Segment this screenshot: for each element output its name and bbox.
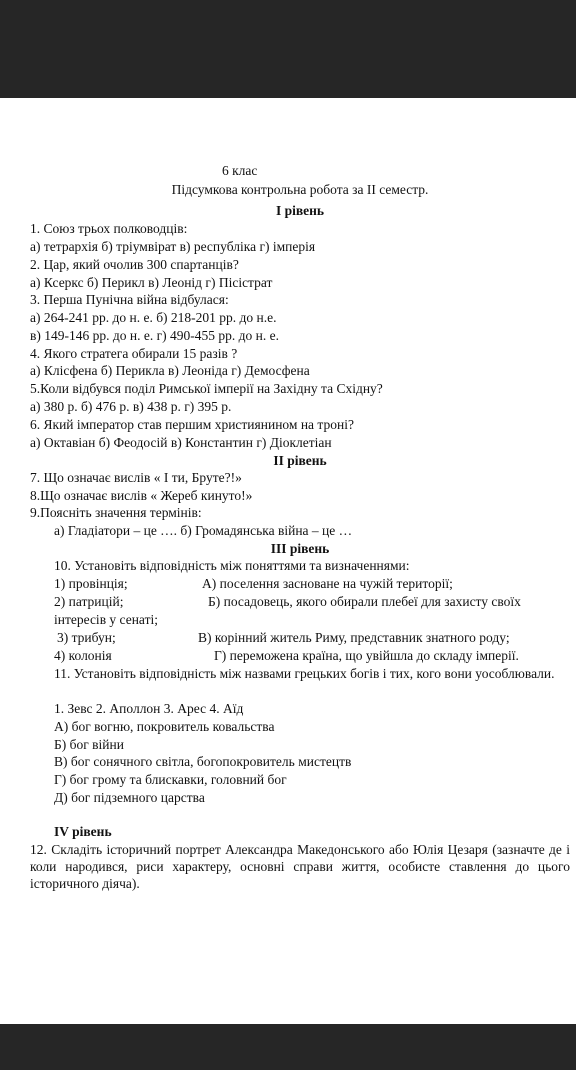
grade-label: 6 клас: [222, 163, 258, 178]
question-8: 8.Що означає вислів « Жереб кинуто!»: [30, 488, 253, 503]
q10-def-c: В) корінний житель Риму, представник знатного роду;: [198, 630, 510, 645]
question-1: 1. Союз трьох полководців:: [30, 221, 188, 236]
q11-option-a: А) бог вогню, покровитель ковальства: [54, 719, 275, 734]
worksheet-title: Підсумкова контрольна робота за ІІ семестр.: [171, 182, 429, 197]
q10-def-b-cont: інтересів у сенаті;: [54, 612, 158, 627]
q10-term-2: 2) патрицій;: [54, 594, 124, 609]
question-3-options-1: а) 264-241 рр. до н. е. б) 218-201 рр. до н.е.: [30, 310, 277, 325]
level-2-heading: ІІ рівень: [273, 453, 327, 468]
q11-option-c: В) бог сонячного світла, богопокровитель мистецтв: [54, 754, 352, 769]
question-11: 11. Установіть відповідність між назвами грецьких богів і тих, кого вони уособлювали.: [54, 666, 555, 681]
level-1-heading: І рівень: [275, 203, 325, 218]
q10-term-4: 4) колонія: [54, 648, 112, 663]
bottom-dark-border: [0, 1024, 576, 1070]
question-9: 9.Поясніть значення термінів:: [30, 505, 202, 520]
question-12: 12. Складіть історичний портрет Александра Македонського або Юлія Цезаря (зазначте де і коли народився, риси характеру, основні справи життя, особисте ставлення до цього історичного діяча).: [30, 842, 570, 891]
question-6-options: а) Октавіан б) Феодосій в) Константин г) Діоклетіан: [30, 435, 332, 450]
question-11-gods: 1. Зевс 2. Аполлон 3. Арес 4. Аїд: [54, 701, 244, 716]
q10-def-a: А) поселення засноване на чужій території;: [202, 576, 453, 591]
question-3: 3. Перша Пунічна війна відбулася:: [30, 292, 229, 307]
q11-option-d: Г) бог грому та блискавки, головний бог: [54, 772, 287, 787]
question-4-options: а) Клісфена б) Перикла в) Леоніда г) Демосфена: [30, 363, 310, 378]
question-3-options-2: в) 149-146 рр. до н. е. г) 490-455 рр. до н. е.: [30, 328, 279, 343]
q10-def-d: Г) переможена країна, що увійшла до складу імперії.: [214, 648, 519, 663]
q10-term-3: 3) трибун;: [57, 630, 116, 645]
q11-option-b: Б) бог війни: [54, 737, 124, 752]
question-10: 10. Установіть відповідність між поняттями та визначеннями:: [54, 558, 410, 573]
question-4: 4. Якого стратега обирали 15 разів ?: [30, 346, 238, 361]
question-7: 7. Що означає вислів « І ти, Бруте?!»: [30, 470, 242, 485]
question-5-options: а) 380 р. б) 476 р. в) 438 р. г) 395 р.: [30, 399, 232, 414]
level-4-heading: IV рівень: [54, 824, 112, 839]
question-2-options: а) Ксеркс б) Перикл в) Леонід г) Пісістрат: [30, 275, 273, 290]
question-1-options: а) тетрархія б) тріумвірат в) республіка г) імперія: [30, 239, 316, 254]
question-9-options: а) Гладіатори – це …. б) Громадянська війна – це …: [54, 523, 353, 538]
question-6: 6. Який імператор став першим християнином на троні?: [30, 417, 354, 432]
level-3-heading: ІІІ рівень: [270, 541, 330, 556]
top-dark-border: [0, 0, 576, 98]
q11-option-e: Д) бог підземного царства: [54, 790, 205, 805]
question-5: 5.Коли відбувся поділ Римської імперії на Західну та Східну?: [30, 381, 383, 396]
question-2: 2. Цар, який очолив 300 спартанців?: [30, 257, 239, 272]
q10-term-1: 1) провінція;: [54, 576, 128, 591]
q10-def-b: Б) посадовець, якого обирали плебеї для захисту своїх: [208, 594, 521, 609]
